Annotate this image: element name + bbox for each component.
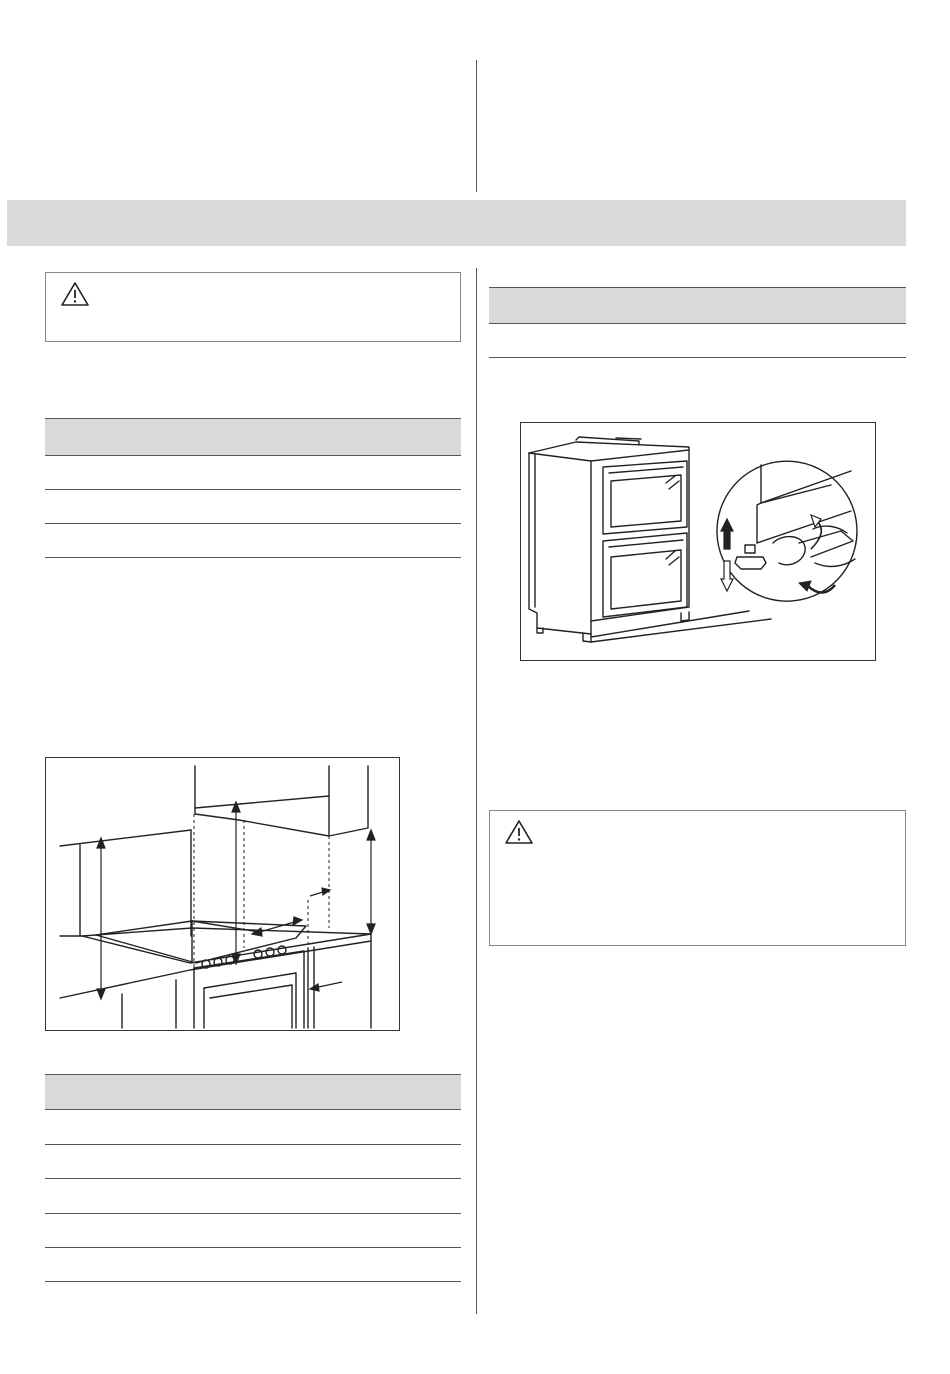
table-row [45, 1110, 461, 1145]
table-row [45, 490, 461, 524]
table-row [45, 1214, 461, 1248]
table-row [45, 1248, 461, 1282]
table-row [45, 1145, 461, 1179]
table-header [489, 287, 906, 324]
warning-triangle-icon [60, 281, 90, 307]
clearance-table [45, 1074, 461, 1282]
warning-box [45, 272, 461, 342]
table-header [45, 1074, 461, 1110]
table-row [489, 324, 906, 358]
dimensions-table [45, 418, 461, 558]
table-row [45, 524, 461, 558]
oven-levelling-figure [520, 422, 876, 661]
column-divider-top [476, 60, 477, 192]
table-header [45, 418, 461, 456]
levelling-table [489, 287, 906, 358]
warning-box [489, 810, 906, 946]
warning-triangle-icon [504, 819, 534, 845]
section-header-band [7, 200, 906, 246]
column-divider-bottom [476, 268, 477, 1314]
table-row [45, 1179, 461, 1214]
table-row [45, 456, 461, 490]
installation-clearance-figure [45, 757, 400, 1031]
